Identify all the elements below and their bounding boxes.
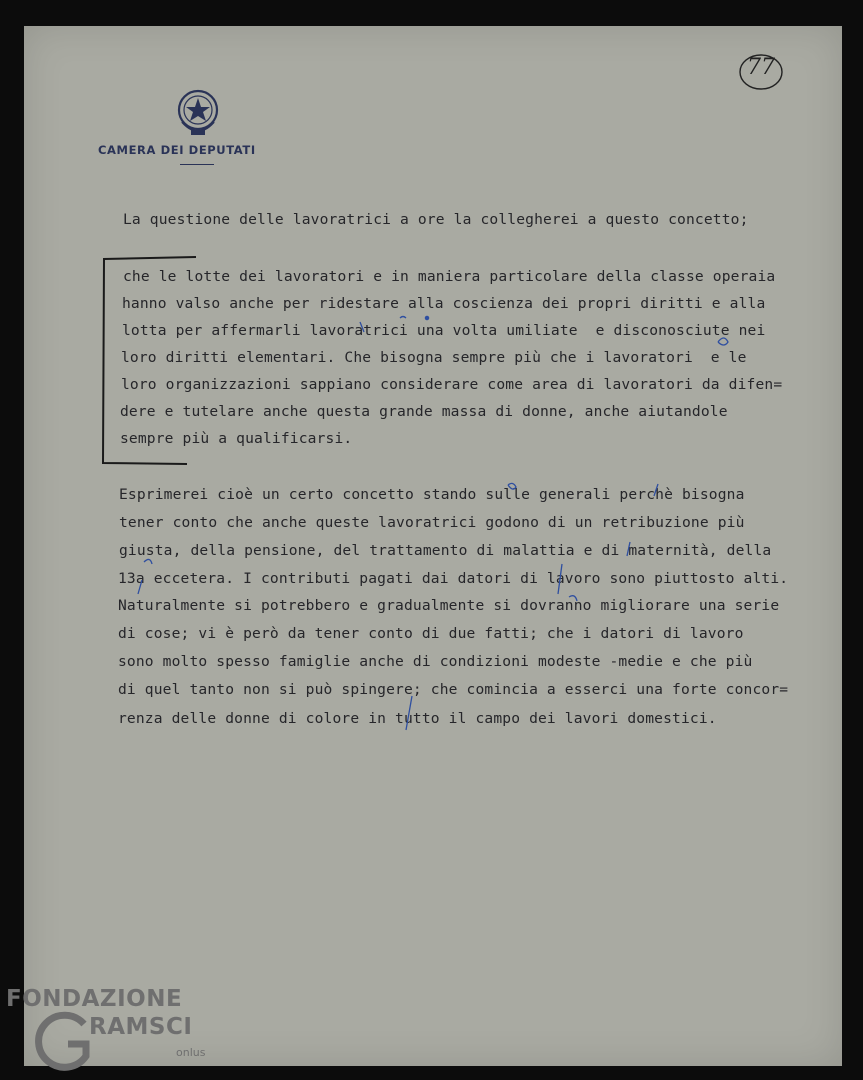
- text-line: sempre più a qualificarsi.: [120, 430, 353, 447]
- text-line: dere e tutelare anche questa grande massa di donne, anche aiutandole: [120, 403, 728, 420]
- watermark-foundation: FONDAZIONE: [6, 986, 183, 1012]
- text-line: hanno valso anche per ridestare alla coscienza dei propri diritti e alla: [122, 295, 766, 312]
- text-line: Naturalmente si potrebbero e gradualmente si dovranno migliorare una serie: [118, 597, 780, 614]
- text-line: lotta per affermarli lavoratrici una volta umiliate e disconosciute nei: [122, 322, 766, 339]
- text-line: Esprimerei cioè un certo concetto stando sulle generali perchè bisogna: [119, 486, 745, 503]
- text-line: tener conto che anche queste lavoratrici godono di un retribuzione più: [119, 514, 745, 531]
- text-line: loro organizzazioni sappiano considerare come area di lavoratori da difen=: [121, 376, 783, 393]
- text-line: di quel tanto non si può spingere; che comincia a esserci una forte concor=: [118, 681, 789, 698]
- gramsci-g-logo-icon: [34, 1010, 94, 1074]
- text-line: renza delle donne di colore in tutto il campo dei lavori domestici.: [118, 710, 717, 727]
- text-line: che le lotte dei lavoratori e in maniera particolare della classe operaia: [123, 268, 776, 285]
- italian-republic-emblem-icon: [176, 88, 220, 138]
- text-line: La questione delle lavoratrici a ore la collegherei a questo concetto;: [123, 211, 749, 228]
- text-line: giusta, della pensione, del trattamento di malattia e di maternità, della: [119, 542, 772, 559]
- letterhead-institution: CAMERA DEI DEPUTATI: [98, 143, 256, 157]
- letterhead-divider: [180, 164, 214, 165]
- watermark-onlus: onlus: [176, 1046, 206, 1059]
- text-line: di cose; vi è però da tener conto di due fatti; che i datori di lavoro: [118, 625, 744, 642]
- page-number: 77: [747, 55, 775, 80]
- text-line: 13a eccetera. I contributi pagati dai datori di lavoro sono piuttosto alti.: [118, 570, 789, 587]
- text-line: loro diritti elementari. Che bisogna sempre più che i lavoratori e le: [121, 349, 747, 366]
- watermark-gramsci: RAMSCI: [89, 1014, 193, 1040]
- text-line: sono molto spesso famiglie anche di condizioni modeste -medie e che più: [118, 653, 753, 670]
